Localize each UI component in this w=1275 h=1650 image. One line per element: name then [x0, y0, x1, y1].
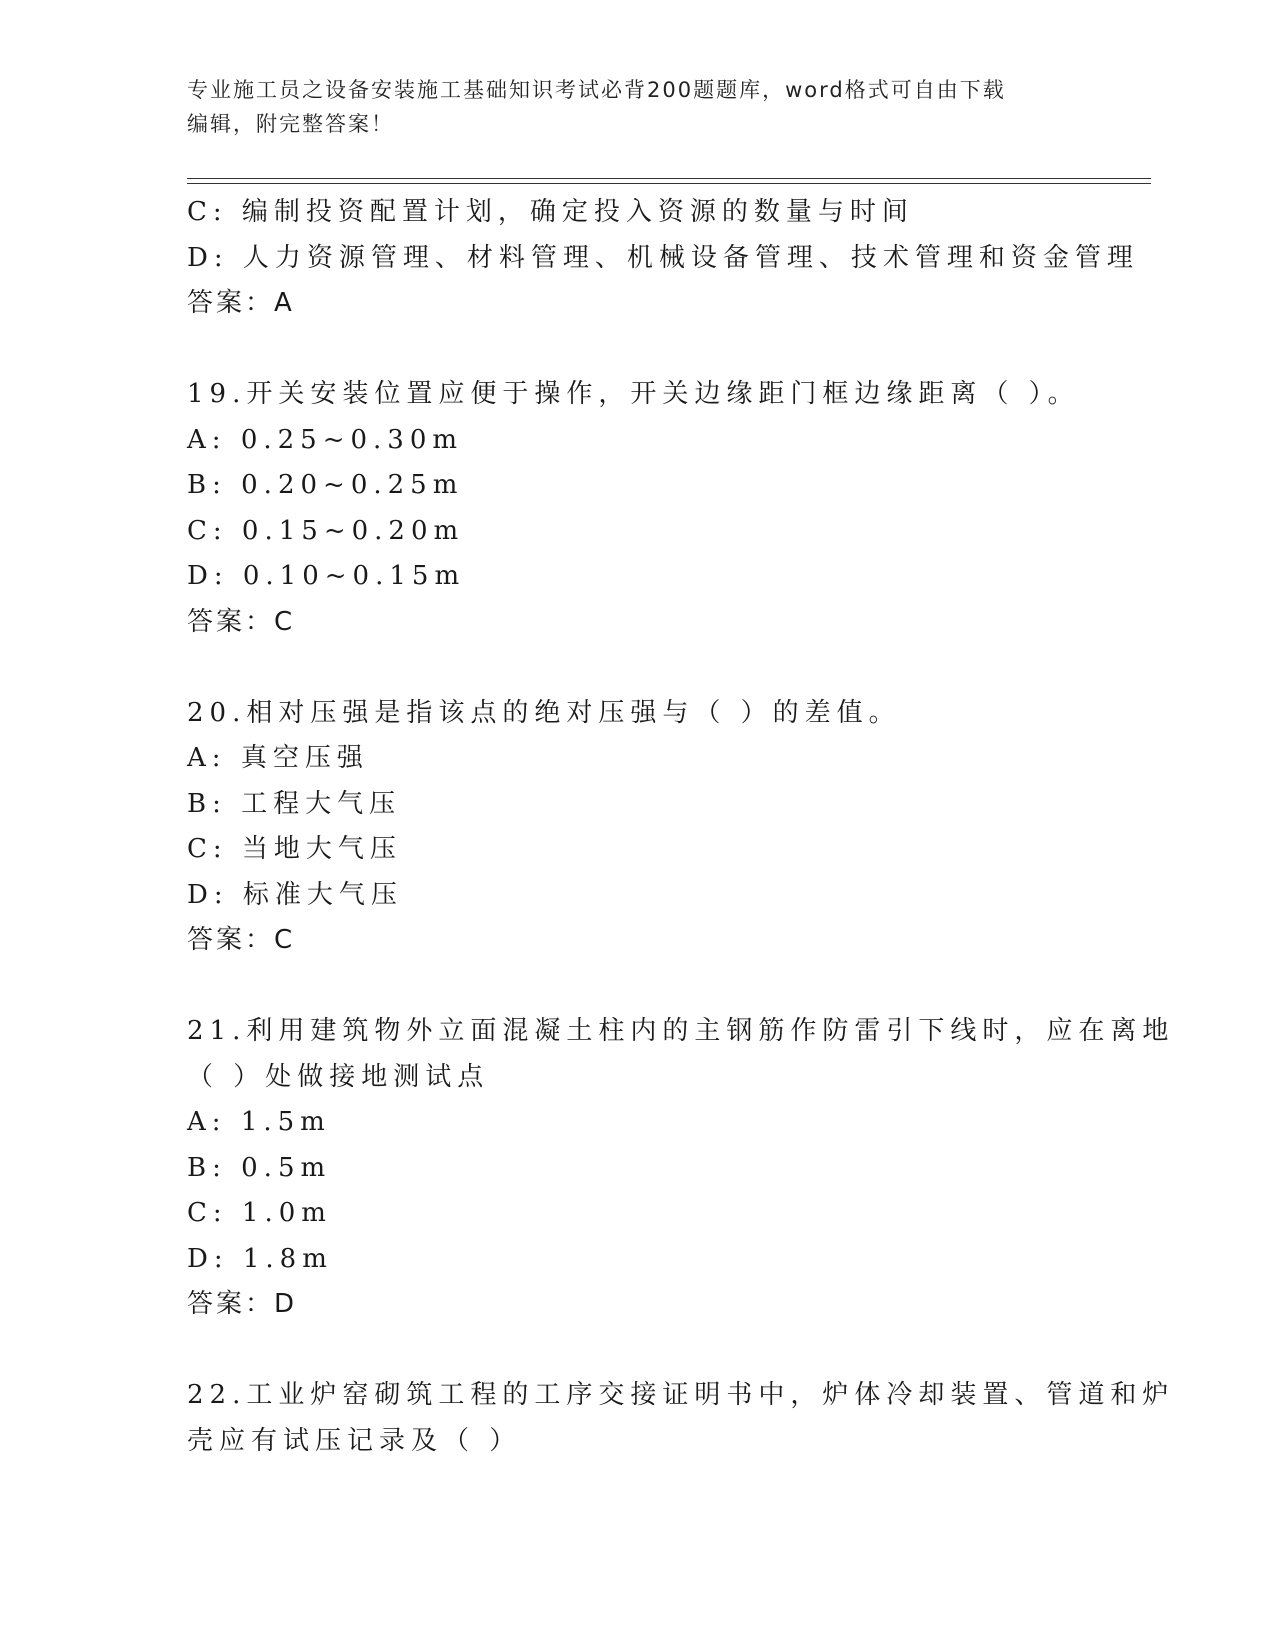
option-text: 0.5m [241, 1152, 332, 1183]
header-line-2: 编辑，附完整答案！ [187, 112, 394, 136]
option-text: 标准大气压 [242, 879, 403, 910]
option-label: A: [187, 424, 227, 455]
question-block-19 [187, 372, 1087, 645]
option-c [187, 190, 1087, 236]
question-stem-line-1: 22.工业炉窑砌筑工程的工序交接证明书中，炉体冷却装置、管道和炉 [187, 1380, 1175, 1410]
answer-line: 答案：A [187, 288, 295, 318]
option-label: B: [187, 788, 227, 819]
option-d [187, 873, 1087, 919]
option-a [187, 736, 1087, 782]
option-text: 1.0m [241, 1198, 332, 1228]
option-text: 0.10~0.15m [242, 561, 466, 591]
option-a [187, 1100, 1087, 1146]
option-text: 真空压强 [240, 743, 369, 773]
option-label: D: [187, 1243, 229, 1274]
option-label: D: [187, 561, 229, 591]
question-block-21 [187, 1009, 1175, 1328]
question-list [187, 190, 1175, 1464]
option-text: 1.8m [242, 1243, 333, 1274]
option-text: 0.25~0.30m [240, 424, 464, 455]
option-label: B: [187, 1152, 227, 1183]
option-c [187, 509, 1087, 555]
option-text: 0.15~0.20m [241, 515, 465, 546]
option-a [187, 418, 1087, 464]
document-header [187, 73, 1067, 141]
option-d [187, 554, 1087, 600]
question-block-22 [187, 1373, 1175, 1464]
option-label: C: [187, 515, 228, 546]
option-label: C: [187, 834, 228, 864]
option-c [187, 1191, 1087, 1237]
answer-line: 答案：C [187, 606, 296, 637]
question-stem-line-1: 21.利用建筑物外立面混凝土柱内的主钢筋作防雷引下线时，应在离地 [187, 1016, 1175, 1046]
option-label: D: [187, 879, 229, 910]
option-b [187, 1146, 1087, 1192]
option-label: D: [187, 242, 229, 273]
option-d [187, 1237, 1087, 1283]
option-text: 1.5m [240, 1107, 331, 1137]
option-b [187, 782, 1087, 828]
option-text: 工程大气压 [241, 788, 402, 819]
header-line-1: 专业施工员之设备安装施工基础知识考试必背200题题库，word格式可自由下载 [187, 78, 1006, 102]
header-divider-bottom [187, 183, 1151, 184]
option-d [187, 236, 1139, 282]
answer-line: 答案：C [187, 925, 296, 955]
answer-line: 答案：D [187, 1289, 298, 1319]
question-stem-line-2: 壳应有试压记录及（ ） [187, 1425, 522, 1456]
question-stem: 20.相对压强是指该点的绝对压强与（ ）的差值。 [187, 697, 901, 728]
question-block-20 [187, 691, 1087, 964]
option-text: 人力资源管理、材料管理、机械设备管理、技术管理和资金管理 [242, 242, 1139, 273]
header-divider-top [187, 178, 1151, 179]
question-stem: 19.开关安装位置应便于操作，开关边缘距门框边缘距离（ ）。 [187, 379, 1080, 409]
option-text: 0.20~0.25m [241, 470, 464, 500]
option-text: 编制投资配置计划，确定投入资源的数量与时间 [241, 197, 914, 227]
question-stem-line-2: （ ）处做接地测试点 [187, 1061, 490, 1092]
option-c [187, 827, 1087, 873]
question-block-18-tail [187, 190, 1139, 327]
option-label: B: [187, 470, 227, 500]
option-label: A: [187, 743, 227, 773]
option-label: C: [187, 1198, 228, 1228]
option-b [187, 463, 1087, 509]
option-label: A: [187, 1107, 227, 1137]
option-label: C: [187, 197, 228, 227]
option-text: 当地大气压 [241, 834, 402, 864]
